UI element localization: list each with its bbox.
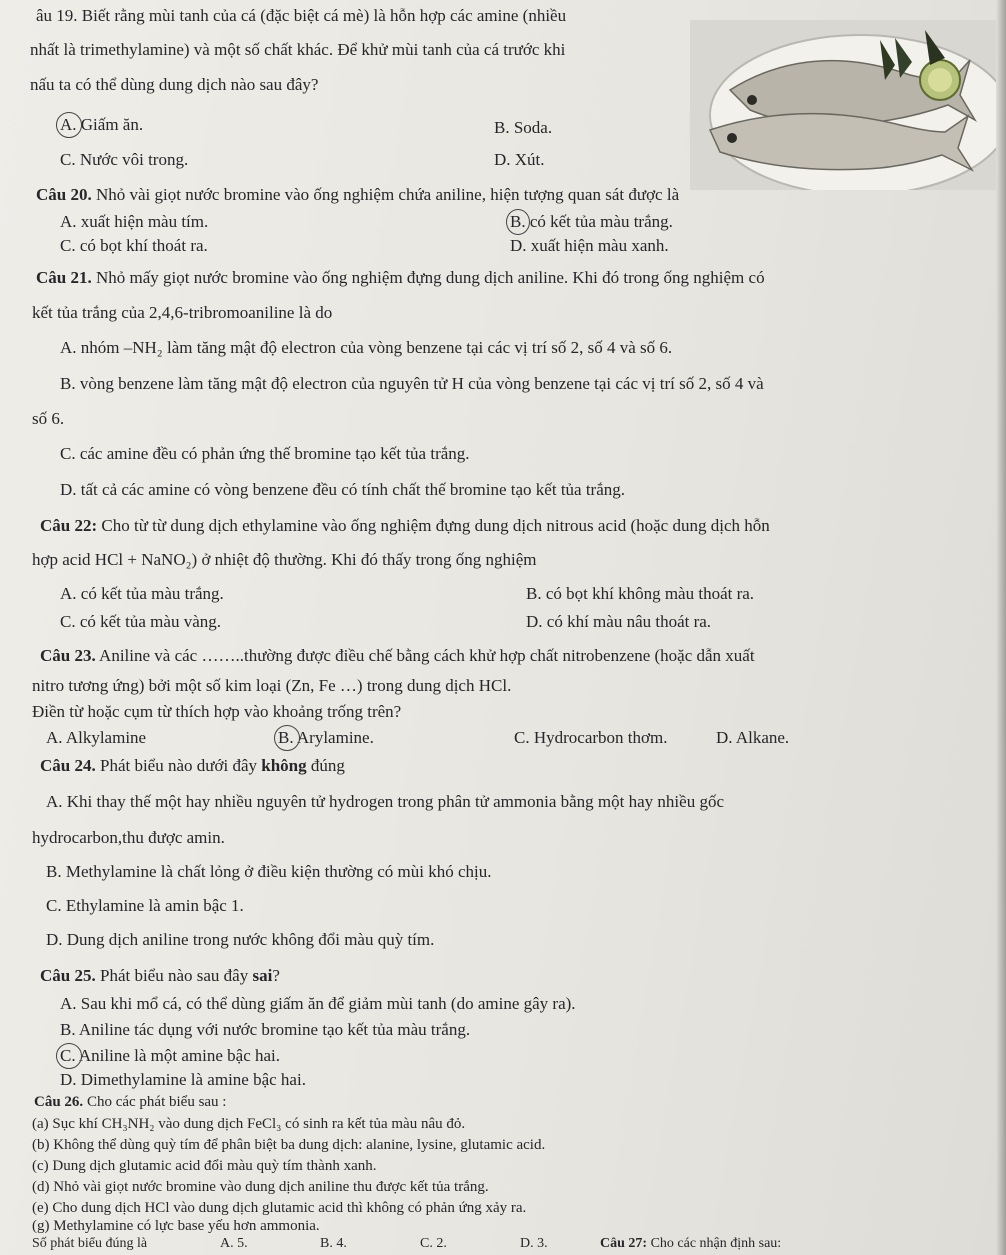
q24-stem-end: đúng xyxy=(306,756,345,775)
q21-option-b-line2: số 6. xyxy=(32,409,65,428)
q24-option-c: C. Ethylamine là amin bậc 1. xyxy=(46,896,244,915)
q22-stem-line2: hợp acid HCl + NaNO₂) ở nhiệt độ thường. Khi đó thấy trong ống nghiệm xyxy=(32,550,537,569)
q26-number: Câu 26. xyxy=(34,1094,84,1110)
q26-option-a: A. 5. xyxy=(220,1236,248,1251)
q26-option-d: D. 3. xyxy=(520,1236,548,1251)
q24-option-d: D. Dung dịch aniline trong nước không đổi màu quỳ tím. xyxy=(46,930,435,949)
q22-number: Câu 22: xyxy=(40,516,98,535)
q20-stem xyxy=(36,185,679,205)
q25-stem-emphasis: sai xyxy=(252,966,273,985)
q27-number: Câu 27: xyxy=(600,1236,648,1251)
q21-option-c: C. các amine đều có phản ứng thế bromine tạo kết tủa trắng. xyxy=(60,444,470,463)
q25-stem xyxy=(40,966,280,986)
q19-option-c: C. Nước vôi trong. xyxy=(60,150,189,169)
q20-stem-text: Nhỏ vài giọt nước bromine vào ống nghiệm chứa aniline, hiện tượng quan sát được là xyxy=(91,185,680,204)
q21-option-a: A. nhóm –NH₂ làm tăng mật độ electron của vòng benzene tại các vị trí số 2, số 4 và số 6. xyxy=(60,338,673,357)
q22-stem-text: Cho từ từ dung dịch ethylamine vào ống nghiệm đựng dung dịch nitrous acid (hoặc dung dịch hỗn xyxy=(97,516,770,535)
answer-circle xyxy=(56,1043,82,1069)
fish-photo xyxy=(690,20,996,190)
page-edge-shadow xyxy=(996,0,1006,1255)
q19-option-a: A. Giấm ăn. xyxy=(60,115,144,134)
q19-option-b: B. Soda. xyxy=(494,118,553,137)
q21-option-d: D. tất cả các amine có vòng benzene đều có tính chất thế bromine tạo kết tủa trắng. xyxy=(60,480,626,499)
answer-circle xyxy=(506,209,530,235)
q23-number: Câu 23. xyxy=(40,646,96,665)
q22-option-b: B. có bọt khí không màu thoát ra. xyxy=(526,584,755,603)
answer-circle xyxy=(56,112,82,138)
q19-option-d: D. Xút. xyxy=(494,150,545,169)
q26-statement-g: (g) Methylamine có lực base yếu hơn ammonia. xyxy=(32,1218,320,1234)
q24-number: Câu 24. xyxy=(40,756,96,775)
q25-option-c: C. Aniline là một amine bậc hai. xyxy=(60,1046,281,1065)
q21-number: Câu 21. xyxy=(36,268,92,287)
q21-option-b-line1: B. vòng benzene làm tăng mật độ electron của nguyên tử H của vòng benzene tại các vị trí số 2, số 4 và xyxy=(60,374,764,393)
q24-stem-text: Phát biểu nào dưới đây xyxy=(95,756,262,775)
answer-circle xyxy=(274,725,300,751)
q25-option-a: A. Sau khi mổ cá, có thể dùng giấm ăn để giảm mùi tanh (do amine gây ra). xyxy=(60,994,576,1013)
q27-stem-text: Cho các nhận định sau: xyxy=(647,1236,782,1251)
q24-option-a-line2: hydrocarbon,thu được amin. xyxy=(32,828,225,847)
q23-stem-line3: Điền từ hoặc cụm từ thích hợp vào khoảng trống trên? xyxy=(32,702,402,721)
q19-stem-line3: nấu ta có thể dùng dung dịch nào sau đây? xyxy=(30,75,319,94)
q25-number: Câu 25. xyxy=(40,966,96,985)
q22-option-c: C. có kết tủa màu vàng. xyxy=(60,612,221,631)
q24-stem-emphasis: không xyxy=(261,756,307,775)
q20-option-c: C. có bọt khí thoát ra. xyxy=(60,236,208,255)
q26-option-b: B. 4. xyxy=(320,1236,347,1251)
q26-statement-b: (b) Không thể dùng quỳ tím để phân biệt ba dung dịch: alanine, lysine, glutamic acid. xyxy=(32,1137,546,1153)
q23-option-c: C. Hydrocarbon thơm. xyxy=(514,728,668,747)
q27-stem xyxy=(600,1236,781,1252)
q26-stem-text: Cho các phát biểu sau : xyxy=(83,1094,227,1110)
q20-number: Câu 20. xyxy=(36,185,92,204)
q23-option-d: D. Alkane. xyxy=(716,728,790,747)
q21-stem-line1 xyxy=(36,268,765,288)
q26-statement-d: (d) Nhỏ vài giọt nước bromine vào dung dịch aniline thu được kết tủa trắng. xyxy=(32,1179,489,1195)
q19-stem-line1: âu 19. Biết rằng mùi tanh của cá (đặc biệt cá mè) là hỗn hợp các amine (nhiều xyxy=(36,6,567,25)
q22-option-d: D. có khí màu nâu thoát ra. xyxy=(526,612,712,631)
q26-count-prompt: Số phát biểu đúng là xyxy=(32,1236,148,1251)
q26-option-c: C. 2. xyxy=(420,1236,447,1251)
q23-stem-text: Aniline và các ……..thường được điều chế bằng cách khử hợp chất nitrobenzene (hoặc dẫn xuất xyxy=(95,646,755,665)
q24-stem xyxy=(40,756,345,776)
q23-option-b: B. Arylamine. xyxy=(278,728,374,747)
q26-statement-c: (c) Dung dịch glutamic acid đổi màu quỳ tím thành xanh. xyxy=(32,1158,377,1174)
q25-stem-end: ? xyxy=(272,966,280,985)
q21-stem-line2: kết tủa trắng của 2,4,6-tribromoaniline là do xyxy=(32,303,333,322)
q26-statement-a: (a) Sục khí CH₃NH₂ vào dung dịch FeCl₃ có sinh ra kết tủa màu nâu đỏ. xyxy=(32,1116,466,1132)
q21-stem-text: Nhỏ mấy giọt nước bromine vào ống nghiệm đựng dung dịch aniline. Khi đó trong ống nghiệm có xyxy=(91,268,765,287)
q23-option-a: A. Alkylamine xyxy=(46,728,147,747)
q23-stem-line1 xyxy=(40,646,755,666)
q24-option-a-line1: A. Khi thay thế một hay nhiều nguyên tử hydrogen trong phân tử ammonia bằng một hay nhiều gốc xyxy=(46,792,724,811)
q22-stem-line1 xyxy=(40,516,770,536)
q23-stem-line2: nitro tương ứng) bởi một số kim loại (Zn, Fe …) trong dung dịch HCl. xyxy=(32,676,512,695)
q25-stem-text: Phát biểu nào sau đây xyxy=(95,966,253,985)
q24-option-b: B. Methylamine là chất lỏng ở điều kiện thường có mùi khó chịu. xyxy=(46,862,492,881)
q26-stem xyxy=(34,1094,226,1111)
q27-statement-a xyxy=(32,1252,62,1253)
q25-option-d: D. Dimethylamine là amine bậc hai. xyxy=(60,1070,306,1089)
q25-option-b: B. Aniline tác dụng với nước bromine tạo kết tủa màu trắng. xyxy=(60,1020,471,1039)
q22-option-a: A. có kết tủa màu trắng. xyxy=(60,584,224,603)
q20-option-a: A. xuất hiện màu tím. xyxy=(60,212,209,231)
q20-option-d: D. xuất hiện màu xanh. xyxy=(510,236,669,255)
q19-stem-line2: nhất là trimethylamine) và một số chất khác. Để khử mùi tanh của cá trước khi xyxy=(30,40,566,59)
q26-statement-e: (e) Cho dung dịch HCl vào dung dịch glutamic acid thì không có phản ứng xảy ra. xyxy=(32,1200,527,1216)
q20-option-b: B. có kết tủa màu trắng. xyxy=(510,212,673,231)
